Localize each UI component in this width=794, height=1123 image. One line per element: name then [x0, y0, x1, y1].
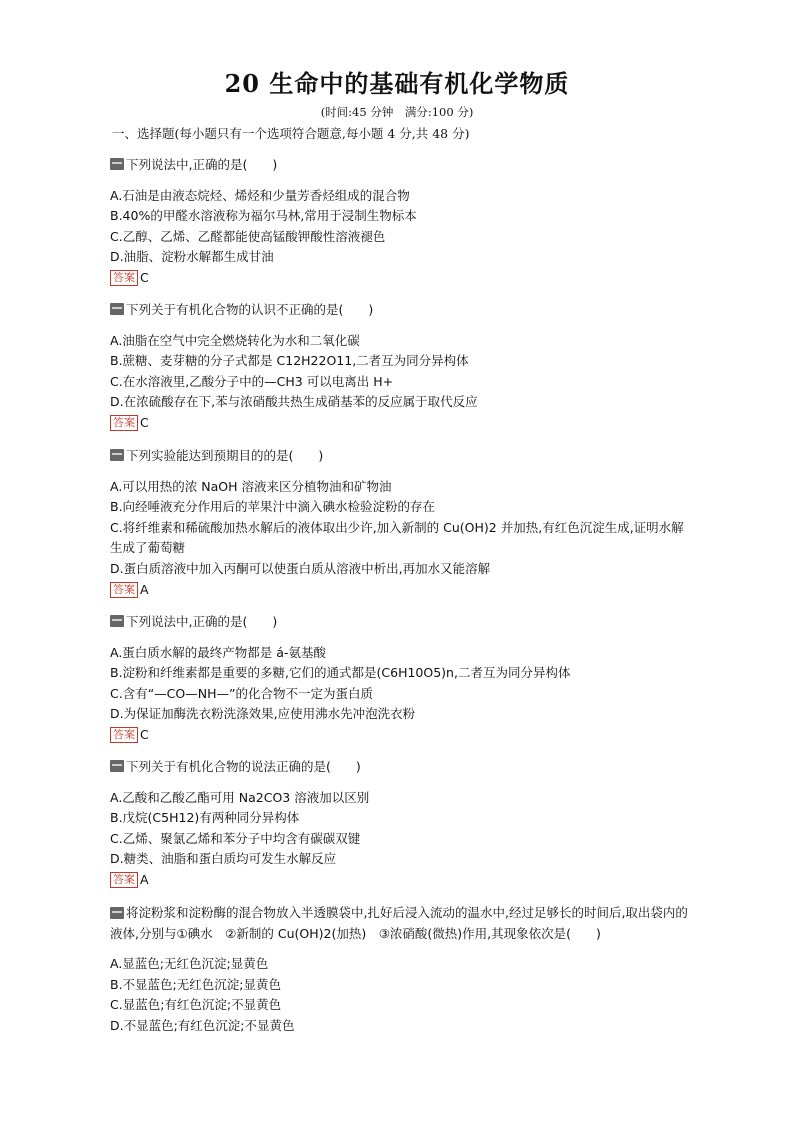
- question-stem: 下列关于有机化合物的说法正确的是( ): [110, 757, 695, 778]
- option-a: A.显蓝色;无红色沉淀;显黄色: [110, 956, 269, 971]
- option-c: C.在水溶液里,乙酸分子中的—CH3 可以电离出 H+: [110, 373, 394, 389]
- answer-value: C: [140, 414, 149, 430]
- question-stem: 下列关于有机化合物的认识不正确的是( ): [110, 300, 695, 321]
- option-b: B.淀粉和纤维素都是重要的多糖,它们的通式都是(C6H10O5)n,二者互为同分异构体: [110, 665, 571, 681]
- time-and-score: (时间:45 分钟 满分:100 分): [320, 105, 474, 119]
- answer-value: A: [140, 871, 149, 887]
- question-marker-icon: [110, 449, 124, 461]
- option-a: A.蛋白质水解的最终产物都是 á-氨基酸: [110, 644, 326, 660]
- answer-row: [110, 725, 695, 746]
- answer-label: 答案: [110, 415, 138, 431]
- question-stem: 下列说法中,正确的是( ): [110, 155, 695, 176]
- question-stem: 下列实验能达到预期目的的是( ): [110, 446, 695, 467]
- option-c: C.将纤维素和稀硫酸加热水解后的液体取出少许,加入新制的 Cu(OH)2 并加热,有红色沉淀生成,证明水解生成了葡萄糖: [110, 519, 684, 556]
- answer-label: 答案: [110, 582, 138, 598]
- answer-row: [110, 268, 695, 289]
- option-b: B.蔗糖、麦芽糖的分子式都是 C12H22O11,二者互为同分异构体: [110, 353, 469, 369]
- answer-row: [110, 580, 695, 601]
- question-marker-icon: [110, 158, 124, 170]
- option-b: B.40%的甲醛水溶液称为福尔马林,常用于浸制生物标本: [110, 208, 417, 224]
- option-a: A.乙酸和乙酸乙酯可用 Na2CO3 溶液加以区别: [110, 789, 370, 805]
- option-d: D.为保证加酶洗衣粉洗涤效果,应使用沸水先冲泡洗衣粉: [110, 706, 416, 722]
- option-b: B.向经唾液充分作用后的苹果汁中滴入碘水检验淀粉的存在: [110, 499, 436, 515]
- page-title: 20 生命中的基础有机化学物质: [224, 69, 570, 98]
- option-d: D.油脂、淀粉水解都生成甘油: [110, 249, 274, 265]
- option-b: B.戊烷(C5H12)有两种同分异构体: [110, 810, 300, 826]
- answer-value: A: [140, 581, 149, 597]
- question-marker-icon: [110, 907, 124, 919]
- section-heading: 一、选择题(每小题只有一个选项符合题意,每小题 4 分,共 48 分): [112, 126, 470, 141]
- question-1: [110, 155, 695, 289]
- option-a: A.可以用热的浓 NaOH 溶液来区分植物油和矿物油: [110, 478, 392, 494]
- option-d: D.糖类、油脂和蛋白质均可发生水解反应: [110, 851, 337, 867]
- option-a: A.石油是由液态烷烃、烯烃和少量芳香烃组成的混合物: [110, 187, 410, 203]
- question-marker-icon: [110, 615, 124, 627]
- option-a: A.油脂在空气中完全燃烧转化为水和二氧化碳: [110, 332, 360, 348]
- option-c: C.显蓝色;有红色沉淀;不显黄色: [110, 997, 282, 1013]
- question-marker-icon: [110, 760, 124, 772]
- question-3: [110, 446, 695, 600]
- option-d: D.在浓硫酸存在下,苯与浓硝酸共热生成硝基苯的反应属于取代反应: [110, 394, 478, 410]
- question-2: [110, 300, 695, 434]
- answer-value: C: [140, 269, 149, 285]
- question-4: [110, 612, 695, 746]
- question-5: [110, 757, 695, 891]
- option-d: D.不显蓝色;有红色沉淀;不显黄色: [110, 1017, 295, 1033]
- answer-label: 答案: [110, 727, 138, 743]
- option-d: D.蛋白质溶液中加入丙酮可以使蛋白质从溶液中析出,再加水又能溶解: [110, 560, 491, 576]
- question-stem: 将淀粉浆和淀粉酶的混合物放入半透膜袋中,扎好后浸入流动的温水中,经过足够长的时间后,取出袋内的液体,分别与①碘水 ②新制的 Cu(OH)2(加热) ③浓硝酸(微热)作用,其现象依次是( ): [110, 905, 688, 941]
- answer-row: [110, 870, 695, 891]
- option-c: C.乙烯、聚氯乙烯和苯分子中均含有碳碳双键: [110, 830, 361, 846]
- answer-label: 答案: [110, 872, 138, 888]
- question-6: [110, 902, 695, 1036]
- answer-value: C: [140, 726, 149, 742]
- answer-label: 答案: [110, 270, 138, 286]
- question-marker-icon: [110, 303, 124, 315]
- question-stem: 下列说法中,正确的是( ): [110, 612, 695, 633]
- option-b: B.不显蓝色;无红色沉淀;显黄色: [110, 976, 281, 992]
- answer-row: [110, 413, 695, 434]
- option-c: C.乙醇、乙烯、乙醛都能使高锰酸钾酸性溶液褪色: [110, 228, 386, 244]
- option-c: C.含有“—CO—NH—”的化合物不一定为蛋白质: [110, 685, 373, 701]
